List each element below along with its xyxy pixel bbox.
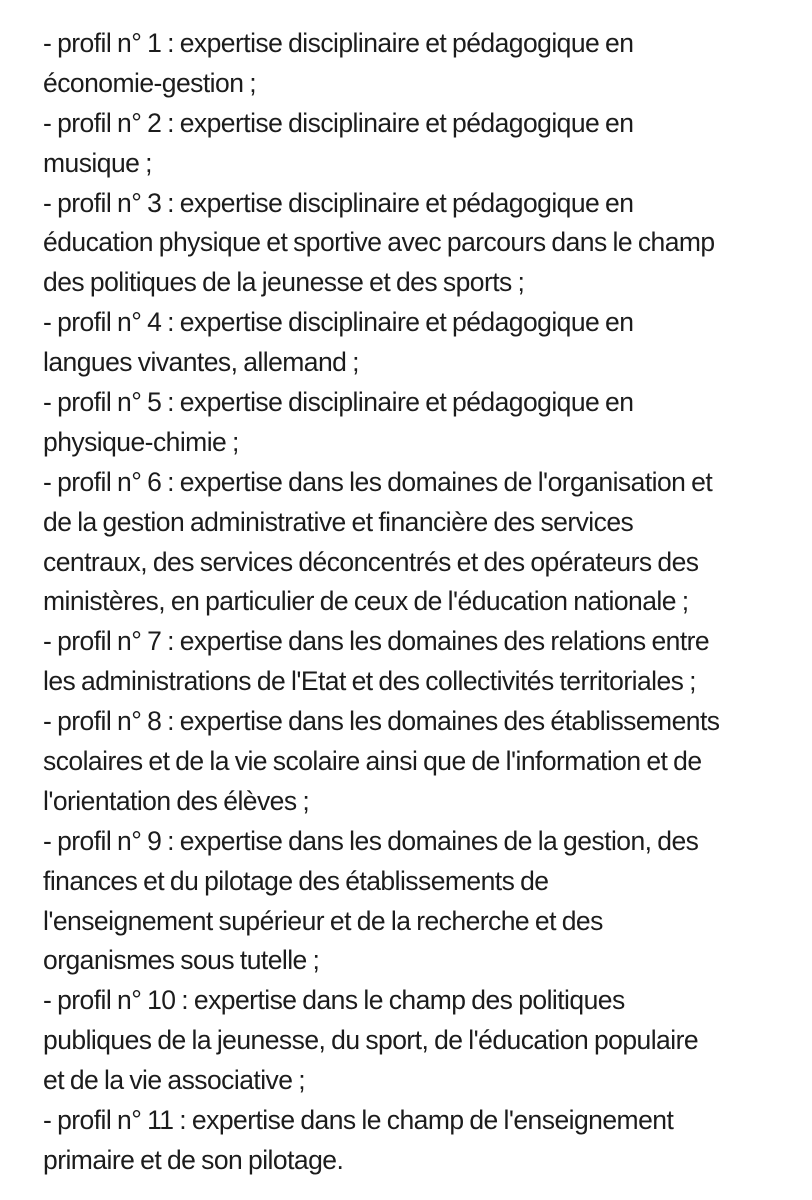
text-line: l'enseignement supérieur et de la recherche et des <box>43 905 603 936</box>
text-line: organismes sous tutelle ; <box>43 945 320 976</box>
text-line: - profil n° 6 : expertise dans les domaines de l'organisation et <box>43 466 713 497</box>
text-line: - profil n° 10 : expertise dans le champ des politiques <box>43 985 625 1016</box>
text-line: langues vivantes, allemand ; <box>43 347 359 378</box>
text-line: économie-gestion ; <box>43 67 257 98</box>
text-line: finances et du pilotage des établissements de <box>43 865 549 896</box>
text-line: - profil n° 9 : expertise dans les domaines de la gestion, des <box>43 825 699 856</box>
text-line: - profil n° 7 : expertise dans les domaines des relations entre <box>43 626 710 657</box>
text-line: - profil n° 2 : expertise disciplinaire et pédagogique en <box>43 107 634 138</box>
text-line: - profil n° 4 : expertise disciplinaire et pédagogique en <box>43 307 634 338</box>
text-line: - profil n° 5 : expertise disciplinaire et pédagogique en <box>43 387 634 418</box>
text-line: physique-chimie ; <box>43 426 239 457</box>
text-line: - profil n° 3 : expertise disciplinaire et pédagogique en <box>43 187 634 218</box>
text-line: - profil n° 8 : expertise dans les domaines des établissements <box>43 706 720 737</box>
text-line: musique ; <box>43 147 152 178</box>
text-line: publiques de la jeunesse, du sport, de l'éducation populaire <box>43 1025 699 1056</box>
text-line: - profil n° 11 : expertise dans le champ de l'enseignement <box>43 1105 674 1136</box>
text-line: de la gestion administrative et financière des services <box>43 506 634 537</box>
text-line: ministères, en particulier de ceux de l'éducation nationale ; <box>43 586 689 617</box>
text-line: centraux, des services déconcentrés et des opérateurs des <box>43 546 699 577</box>
text-line: - profil n° 1 : expertise disciplinaire et pédagogique en <box>43 28 634 58</box>
text-line: primaire et de son pilotage. <box>43 1144 344 1175</box>
text-line: et de la vie associative ; <box>43 1065 306 1096</box>
text-line: éducation physique et sportive avec parcours dans le champ <box>43 227 715 258</box>
document-body <box>43 24 793 1181</box>
text-line: l'orientation des élèves ; <box>43 785 310 816</box>
text-line: des politiques de la jeunesse et des sports ; <box>43 267 525 298</box>
text-line: scolaires et de la vie scolaire ainsi que de l'information et de <box>43 746 702 777</box>
text-line: les administrations de l'Etat et des collectivités territoriales ; <box>43 666 696 697</box>
